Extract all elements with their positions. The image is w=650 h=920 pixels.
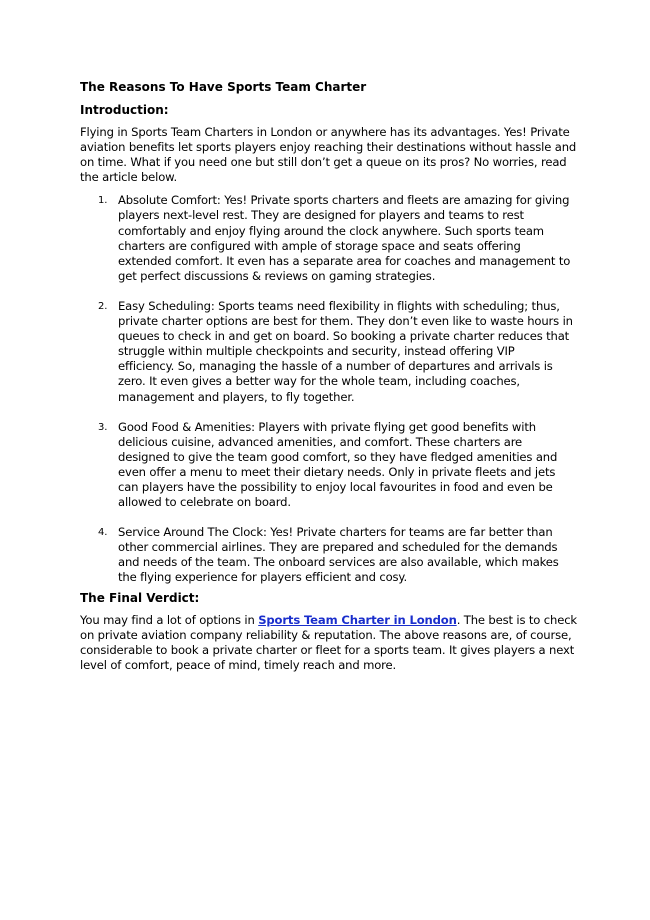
list-item-number: 3. — [98, 421, 108, 433]
verdict-heading: The Final Verdict: — [80, 590, 200, 605]
list-item-number: 1. — [98, 195, 108, 207]
verdict-paragraph — [80, 613, 580, 673]
list-item-text: Good Food & Amenities: Players with private flying get good benefits with delicious cuisine, advanced amenities, and comfort. These charters are designed to give the team good comfort, so they have fledged amenities and even offer a menu to meet their dietary needs. Only in private fleets and jets can players have the possibility to enjoy local favourites in food and even be allowed to celebrate on board. — [118, 419, 558, 510]
intro-paragraph: Flying in Sports Team Charters in London or anywhere has its advantages. Yes! Private aviation benefits let sports players enjoy reaching their destinations without hassle and on time. What if you need one but still don’t get a queue on its pros? No worries, read the article below. — [80, 125, 577, 185]
list-item-text: Easy Scheduling: Sports teams need flexibility in flights with scheduling; thus, private charter options are best for them. They don’t even like to waste hours in queues to check in and get on board. So booking a private charter reduces that struggle within multiple checkpoints and security, instead offering VIP efficiency. So, managing the hassle of a number of departures and arrivals is zero. It even gives a better way for the whole team, including coaches, management and players, to fly together. — [118, 298, 573, 404]
list-item — [80, 299, 580, 405]
list-item-number: 4. — [98, 527, 108, 539]
list-item-text: Absolute Comfort: Yes! Private sports charters and fleets are amazing for giving players next-level rest. They are designed for players and teams to rest comfortably and enjoy flying around the clock anywhere. Such sports team charters are configured with ample of storage space and seats offering extended comfort. It even has a separate area for coaches and management to get perfect discussions & reviews on gaming strategies. — [118, 193, 571, 283]
intro-heading: Introduction: — [80, 103, 169, 117]
list-item-text: Service Around The Clock: Yes! Private charters for teams are far better than other commercial airlines. They are prepared and scheduled for the demands and needs of the team. The onboard services are also available, which makes the flying experience for players efficient and cosy. — [118, 525, 559, 585]
sports-team-charter-link[interactable]: Sports Team Charter in London — [258, 612, 457, 627]
list-item — [80, 193, 580, 284]
document-page — [80, 79, 580, 681]
reasons-list — [80, 193, 580, 585]
list-item-number: 2. — [98, 300, 108, 312]
document-title: The Reasons To Have Sports Team Charter — [80, 80, 367, 94]
verdict-text-after-link: . The best is to check on private aviation company reliability & reputation. The above reasons are, of course, considerable to book a private charter or fleet for a sports team. It gives players a next level of comfort, peace of mind, timely reach and more. — [80, 612, 577, 672]
list-item — [80, 525, 580, 585]
list-item — [80, 420, 580, 511]
verdict-text-before-link: You may find a lot of options in — [80, 612, 259, 627]
